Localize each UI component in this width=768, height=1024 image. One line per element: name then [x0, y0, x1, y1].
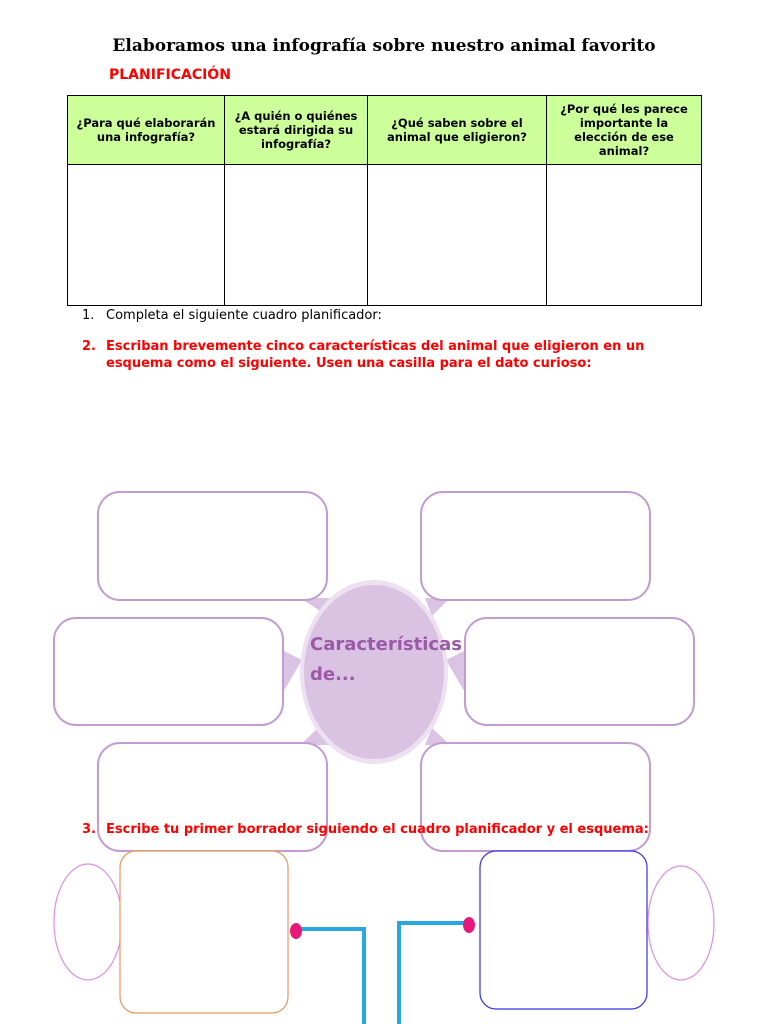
instruction-text: Escribe tu primer borrador siguiendo el cuadro planificador y el esquema:	[106, 822, 649, 837]
characteristic-box-top-right[interactable]	[421, 492, 650, 600]
connector-dot-right	[463, 917, 475, 933]
document-title: Elaboramos una infografía sobre nuestro animal favorito	[112, 36, 656, 56]
table-header-knowledge: ¿Qué saben sobre el animal que eligieron?	[368, 96, 547, 165]
connector-line-left	[296, 929, 364, 1024]
draft-oval-right[interactable]	[648, 866, 714, 980]
instruction-text: Escriban brevemente cinco características del animal que eligieron en un esquema como el siguiente. Usen una casilla para el dato curioso:	[106, 339, 645, 371]
connector-left	[282, 650, 302, 694]
instruction-text: Completa el siguiente cuadro planificador:	[106, 308, 382, 323]
characteristic-box-left[interactable]	[54, 618, 283, 725]
draft-box-right[interactable]	[480, 851, 647, 1009]
characteristic-box-top-left[interactable]	[98, 492, 327, 600]
table-header-purpose: ¿Para qué elaborarán una infografía?	[68, 96, 225, 165]
table-header-audience: ¿A quién o quiénes estará dirigida su infografía?	[225, 96, 368, 165]
connector-line-right	[399, 923, 468, 1024]
draft-box-left[interactable]	[120, 851, 288, 1013]
draft-oval-left[interactable]	[54, 864, 122, 980]
characteristic-box-right[interactable]	[465, 618, 694, 725]
connector-dot-left	[290, 923, 302, 939]
instruction-number: 2.	[82, 339, 96, 354]
table-header-importance: ¿Por qué les parece importante la elección de ese animal?	[547, 96, 702, 165]
instruction-number: 3.	[82, 822, 96, 837]
instruction-number: 1.	[82, 308, 95, 323]
section-heading: PLANIFICACIÓN	[109, 67, 231, 83]
diagram-center-label: Características de...	[310, 634, 462, 685]
instruction-3	[82, 821, 682, 838]
